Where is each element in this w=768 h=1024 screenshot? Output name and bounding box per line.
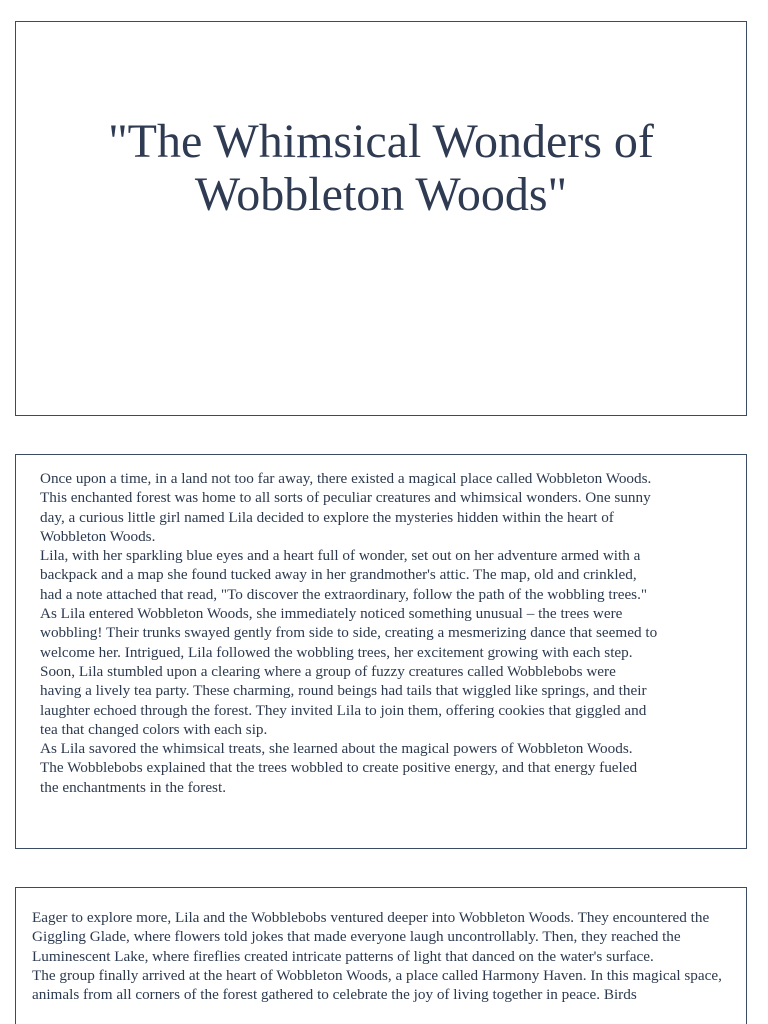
story-paragraph: Once upon a time, in a land not too far away, there existed a magical place called Wobbleton Woods. This enchanted forest was home to all sorts of peculiar creatures and whimsical wonders. One sunny day, a curious little girl named Lila decided to explore the mysteries hidden within the heart of Wobbleton Woods. xyxy=(40,470,652,545)
story-paragraph: As Lila savored the whimsical treats, she learned about the magical powers of Wobbleton Woods. The Wobblebobs explained that the trees wobbled to create positive energy, and that energy fueled the enchantments in the forest. xyxy=(40,740,638,796)
story-paragraph: As Lila entered Wobbleton Woods, she immediately noticed something unusual – the trees were wobbling! Their trunks swayed gently from side to side, creating a mesmerizing dance that seemed to welcome her. Intrigued, Lila followed the wobbling trees, her excitement growing with each step. xyxy=(40,605,658,661)
story-paragraph: Lila, with her sparkling blue eyes and a heart full of wonder, set out on her adventure armed with a backpack and a map she found tucked away in her grandmother's attic. The map, old and crinkled, had a note attached that read, "To discover the extraordinary, follow the path of the wobbling trees." xyxy=(40,547,648,603)
book-title: "The Whimsical Wonders of Wobbleton Woods" xyxy=(108,115,654,221)
story-paragraph: Soon, Lila stumbled upon a clearing where a group of fuzzy creatures called Wobblebobs were having a lively tea party. These charming, round beings had tails that wiggled like springs, and their laughter echoed through the forest. They invited Lila to join them, offering cookies that giggled and tea that changed colors with each sip. xyxy=(40,662,647,738)
story-paragraph: The group finally arrived at the heart of Wobbleton Woods, a place called Harmony Haven. In this magical space, animals from all corners of the forest gathered to celebrate the joy of living together in peace. Birds xyxy=(32,966,722,1004)
story-paragraph: Eager to explore more, Lila and the Wobblebobs ventured deeper into Wobbleton Woods. They encountered the Giggling Glade, where flowers told jokes that made everyone laugh uncontrollably. Then, they reached the Luminescent Lake, where fireflies created intricate patterns of light that danced on the water's surface. xyxy=(32,909,710,965)
title-page xyxy=(15,21,747,416)
story-page-2 xyxy=(15,887,747,1024)
story-page-1 xyxy=(15,454,747,849)
